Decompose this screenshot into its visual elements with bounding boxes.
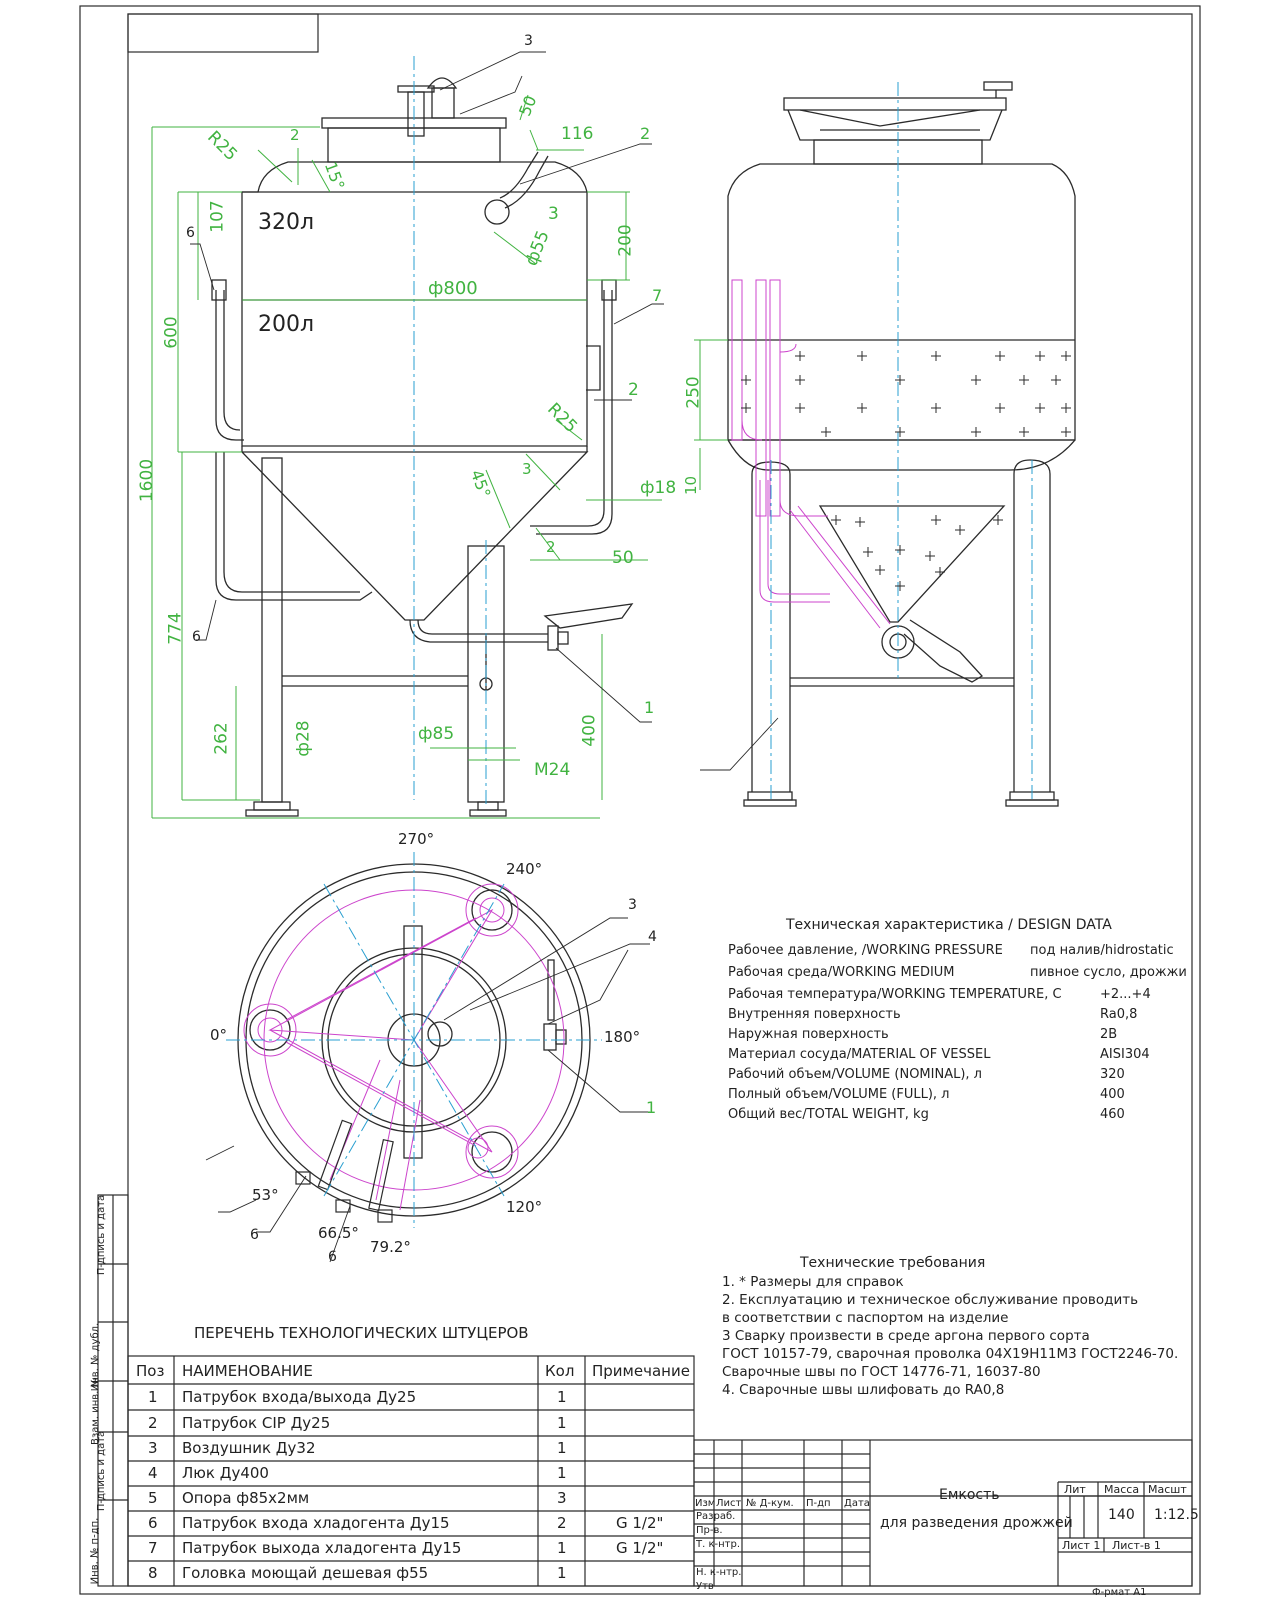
requirement-line: ГОСТ 10157-79, сварочная проволка 04Х19Н11М3 ГОСТ2246-70. xyxy=(722,1346,1179,1362)
design-data-value: под налив/hidrostatic xyxy=(1030,943,1174,958)
requirement-line: в соответствии с паспортом на изделие xyxy=(722,1310,1009,1326)
fittings-row-pos: 5 xyxy=(148,1489,158,1507)
volume-200-label: 200л xyxy=(258,312,315,337)
r25-mid-dim: R25 xyxy=(543,399,581,438)
sheet-number: Лист 1 xyxy=(1062,1539,1101,1552)
dim-200: 200 xyxy=(615,224,636,257)
dim-2-cone: 2 xyxy=(546,538,556,556)
deg-0: 0° xyxy=(210,1026,228,1044)
rev-header-cell: Лист xyxy=(716,1498,742,1509)
mass-value: 140 xyxy=(1108,1507,1135,1523)
rev-header-cell: П-дп xyxy=(806,1498,831,1509)
dim-400: 400 xyxy=(579,714,600,747)
deg-66-5: 66.5° xyxy=(318,1224,359,1242)
deg-270: 270° xyxy=(398,830,435,848)
fittings-row-qty: 1 xyxy=(557,1439,567,1457)
fittings-row-qty: 1 xyxy=(557,1539,567,1557)
requirement-line: 2. Експлуатацию и техническое обслуживание проводить xyxy=(722,1292,1139,1308)
sheets-total: Лист-в 1 xyxy=(1112,1539,1161,1552)
diameter-85-dim: ф85 xyxy=(418,724,455,744)
design-data-value: +2...+4 xyxy=(1100,987,1151,1002)
fittings-row-name: Патрубок выхода хладогента Ду15 xyxy=(182,1539,462,1557)
deg-79-2: 79.2° xyxy=(370,1238,411,1256)
design-data-label: Общий вес/TOTAL WEIGHT, kg xyxy=(728,1107,929,1122)
design-data-value: 2B xyxy=(1100,1027,1118,1042)
callout-2-front: 2 xyxy=(640,124,651,143)
callout-1-top: 1 xyxy=(646,1098,657,1117)
dim-3-cone: 3 xyxy=(522,460,532,478)
side-stamp: Инв. № дубл. xyxy=(90,1322,102,1392)
side-stamp: Инв. № п-дп. xyxy=(89,1517,101,1585)
design-data-value: AISI304 xyxy=(1100,1047,1150,1062)
callout-6-leg-front: 6 xyxy=(192,629,201,645)
fittings-row-name: Люк Ду400 xyxy=(182,1464,269,1482)
title-role: Н. к-нтр. xyxy=(696,1567,742,1578)
requirement-line: Сварочные швы по ГОСТ 14776-71, 16037-80 xyxy=(722,1364,1041,1380)
design-data-label: Рабочая температура/WORKING TEMPERATURE, C xyxy=(728,987,1062,1002)
product-name-line1: Емкость xyxy=(939,1487,1000,1503)
dim-250: 250 xyxy=(683,376,704,409)
fittings-row-pos: 8 xyxy=(148,1564,158,1582)
design-data-title: Техническая характеристика / DESIGN DATA xyxy=(786,917,1112,933)
thread-m24-dim: M24 xyxy=(534,760,571,780)
angle-45-dim: 45° xyxy=(466,467,495,501)
diameter-28-dim: ф28 xyxy=(293,720,314,757)
side-stamp: Взам. инв. № xyxy=(89,1377,101,1445)
fittings-row-name: Патрубок входа/выхода Ду25 xyxy=(182,1388,417,1406)
dim-50-top: 50 xyxy=(515,92,541,119)
fittings-row-pos: 4 xyxy=(148,1464,158,1482)
design-data-value: пивное сусло, дрожжи xyxy=(1030,965,1187,980)
dim-2-top: 2 xyxy=(290,126,300,144)
fittings-row-pos: 1 xyxy=(148,1388,158,1406)
design-data-label: Рабочая среда/WORKING MEDIUM xyxy=(728,965,955,980)
fittings-row-qty: 1 xyxy=(557,1464,567,1482)
callout-6a-top: 6 xyxy=(250,1227,259,1243)
diameter-55-dim: ф55 xyxy=(521,227,554,269)
fittings-header-cell: НАИМЕНОВАНИЕ xyxy=(182,1362,313,1380)
requirements-title: Технические требования xyxy=(800,1255,986,1271)
deg-180: 180° xyxy=(604,1028,641,1046)
callout-1-front: 1 xyxy=(644,698,655,717)
angle-15-dim: 15° xyxy=(320,159,349,193)
fittings-row-qty: 2 xyxy=(557,1514,567,1532)
design-data-label: Рабочий объем/VOLUME (NOMINAL), л xyxy=(728,1067,982,1082)
fittings-row-name: Головка моющай дешевая ф55 xyxy=(182,1564,429,1582)
fittings-title: ПЕРЕЧЕНЬ ТЕХНОЛОГИЧЕСКИХ ШТУЦЕРОВ xyxy=(194,1324,529,1342)
fittings-row-name: Воздушник Ду32 xyxy=(182,1439,316,1457)
dim-10: 10 xyxy=(682,475,701,496)
design-data-value: 400 xyxy=(1100,1087,1125,1102)
fittings-row-name: Патрубок CIP Ду25 xyxy=(182,1414,331,1432)
design-data-label: Рабочее давление, /WORKING PRESSURE xyxy=(728,943,1003,958)
fittings-row-pos: 6 xyxy=(148,1514,158,1532)
fittings-row-qty: 3 xyxy=(557,1489,567,1507)
title-role: Разраб. xyxy=(696,1511,736,1522)
design-data-label: Внутренняя поверхность xyxy=(728,1007,901,1022)
design-data-label: Материал сосуда/MATERIAL OF VESSEL xyxy=(728,1047,991,1062)
fittings-row-pos: 3 xyxy=(148,1439,158,1457)
product-name-line2: для разведения дрожжей xyxy=(880,1515,1073,1531)
design-data-label: Наружная поверхность xyxy=(728,1027,889,1042)
fittings-header-cell: Примечание xyxy=(592,1362,690,1380)
dim-1600: 1600 xyxy=(137,458,158,503)
fittings-row-pos: 2 xyxy=(148,1414,158,1432)
fittings-row-qty: 1 xyxy=(557,1564,567,1582)
deg-120: 120° xyxy=(506,1198,543,1216)
fittings-row-name: Патрубок входа хладогента Ду15 xyxy=(182,1514,450,1532)
deg-53: 53° xyxy=(252,1186,279,1204)
rev-header-cell: № Д-кум. xyxy=(746,1498,794,1509)
requirement-line: 1. * Размеры для справок xyxy=(722,1274,904,1290)
diameter-800-dim: ф800 xyxy=(428,278,478,299)
deg-240: 240° xyxy=(506,860,543,878)
scale-label: Масшт xyxy=(1148,1483,1187,1496)
diameter-18-dim: ф18 xyxy=(640,478,677,498)
dim-50-side: 50 xyxy=(612,548,634,568)
sheet-format: Ф-рмат А1 xyxy=(1092,1587,1147,1598)
mass-label: Масса xyxy=(1104,1483,1140,1496)
fittings-row-note: G 1/2" xyxy=(616,1539,664,1557)
fittings-row-qty: 1 xyxy=(557,1388,567,1406)
design-data-value: 320 xyxy=(1100,1067,1125,1082)
dim-774: 774 xyxy=(165,612,186,645)
title-role: Т. к-нтр. xyxy=(696,1539,741,1550)
requirement-line: 3 Сварку произвести в среде аргона первого сорта xyxy=(722,1328,1090,1344)
design-data-value: 460 xyxy=(1100,1107,1125,1122)
fittings-header-cell: Кол xyxy=(545,1362,575,1380)
title-role: Пр-в. xyxy=(696,1525,723,1536)
dim-107: 107 xyxy=(207,200,228,233)
volume-320-label: 320л xyxy=(258,210,315,235)
rev-header-cell: Изм xyxy=(695,1498,716,1509)
callout-3-front: 3 xyxy=(524,33,533,49)
design-data-label: Полный объем/VOLUME (FULL), л xyxy=(728,1087,950,1102)
dim-2-right: 2 xyxy=(628,380,639,400)
callout-7-front: 7 xyxy=(652,286,663,305)
callout-6-top-front: 6 xyxy=(186,225,195,241)
title-role: Утв xyxy=(696,1581,714,1592)
callout-6b-top: 6 xyxy=(328,1249,337,1265)
dim-3-top: 3 xyxy=(548,204,559,224)
lit-label: Лит xyxy=(1064,1483,1086,1496)
fittings-row-name: Опора ф85х2мм xyxy=(182,1489,310,1507)
fittings-row-qty: 1 xyxy=(557,1414,567,1432)
dim-262: 262 xyxy=(211,722,232,755)
callout-3-top: 3 xyxy=(628,897,637,913)
side-stamp: П-дпись и дата xyxy=(96,1194,108,1276)
r25-top-dim: R25 xyxy=(203,127,241,166)
fittings-header-cell: Поз xyxy=(136,1362,165,1380)
scale-value: 1:12.5 xyxy=(1154,1507,1199,1523)
side-stamp: П-дпись и дата xyxy=(96,1430,108,1512)
rev-header-cell: Дата xyxy=(844,1498,870,1509)
requirement-line: 4. Сварочные швы шлифовать до RA0,8 xyxy=(722,1382,1005,1398)
dim-116: 116 xyxy=(561,124,594,144)
callout-4-top: 4 xyxy=(648,929,657,945)
dim-600: 600 xyxy=(161,316,182,349)
fittings-row-note: G 1/2" xyxy=(616,1514,664,1532)
fittings-row-pos: 7 xyxy=(148,1539,158,1557)
design-data-value: Ra0,8 xyxy=(1100,1007,1138,1022)
